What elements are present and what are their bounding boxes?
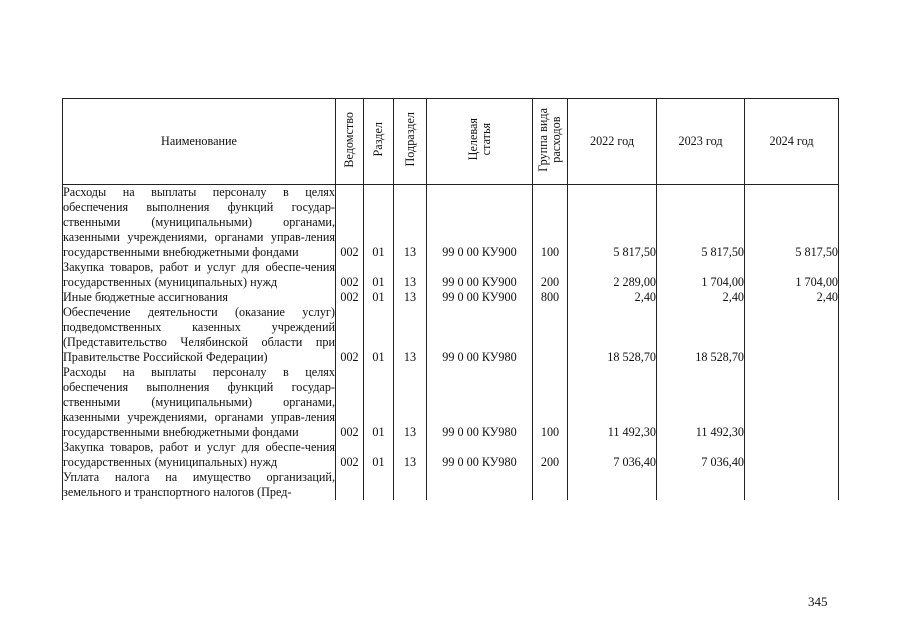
cell-y2023: 1 704,00 [657, 260, 745, 290]
cell-exp [533, 305, 568, 365]
table-row [63, 440, 839, 470]
cell-subsection: 13 [394, 185, 427, 261]
header-dept: Ведомство [336, 99, 364, 185]
cell-name: Иные бюджетные ассигнования [63, 290, 336, 305]
cell-target: 99 0 00 КУ980 [427, 365, 533, 440]
header-subsection: Подраздел [394, 99, 427, 185]
budget-table [62, 98, 839, 500]
cell-exp: 800 [533, 290, 568, 305]
table-row [63, 260, 839, 290]
cell-y2023: 18 528,70 [657, 305, 745, 365]
table-row [63, 305, 839, 365]
cell-y2024 [745, 470, 839, 500]
cell-target: 99 0 00 КУ900 [427, 260, 533, 290]
cell-y2023: 7 036,40 [657, 440, 745, 470]
cell-dept: 002 [336, 185, 364, 261]
cell-y2022 [568, 470, 657, 500]
cell-dept: 002 [336, 365, 364, 440]
cell-name: Обеспечение деятельности (оказание услуг) подведомственных казенных учреждений (Представительство Челябинской области при Правительстве Российской Федерации) [63, 305, 335, 364]
cell-subsection: 13 [394, 305, 427, 365]
table-row [63, 365, 839, 440]
cell-subsection: 13 [394, 260, 427, 290]
cell-target [427, 470, 533, 500]
header-name: Наименование [63, 99, 336, 185]
cell-y2023: 11 492,30 [657, 365, 745, 440]
cell-subsection: 13 [394, 290, 427, 305]
cell-y2024: 1 704,00 [745, 260, 839, 290]
cell-section: 01 [364, 185, 394, 261]
cell-y2022: 11 492,30 [568, 365, 657, 440]
cell-section: 01 [364, 260, 394, 290]
cell-y2024 [745, 440, 839, 470]
cell-section [364, 470, 394, 500]
cell-y2022: 2 289,00 [568, 260, 657, 290]
page-number: 345 [808, 594, 828, 609]
cell-section: 01 [364, 305, 394, 365]
table-row [63, 185, 839, 261]
header-2024: 2024 год [745, 99, 839, 185]
header-expense-group: Группа вида расходов [533, 99, 568, 185]
cell-y2024: 5 817,50 [745, 185, 839, 261]
cell-dept [336, 470, 364, 500]
cell-subsection: 13 [394, 440, 427, 470]
header-2022: 2022 год [568, 99, 657, 185]
cell-y2024: 2,40 [745, 290, 839, 305]
table-row [63, 470, 839, 500]
cell-section: 01 [364, 290, 394, 305]
cell-dept: 002 [336, 290, 364, 305]
cell-name: Закупка товаров, работ и услуг для обеспе-чения государственных (муниципальных) нужд [63, 440, 335, 469]
table-row [63, 290, 839, 305]
cell-exp: 100 [533, 365, 568, 440]
cell-name: Уплата налога на имущество организаций, земельного и транспортного налогов (Пред- [63, 470, 335, 499]
cell-exp: 200 [533, 440, 568, 470]
cell-dept: 002 [336, 260, 364, 290]
cell-y2022: 2,40 [568, 290, 657, 305]
cell-exp: 100 [533, 185, 568, 261]
cell-y2024 [745, 365, 839, 440]
cell-dept: 002 [336, 440, 364, 470]
cell-exp: 200 [533, 260, 568, 290]
cell-y2022: 5 817,50 [568, 185, 657, 261]
header-2023: 2023 год [657, 99, 745, 185]
cell-y2023: 2,40 [657, 290, 745, 305]
header-row [63, 99, 839, 185]
cell-target: 99 0 00 КУ980 [427, 440, 533, 470]
header-target: Целевая статья [427, 99, 533, 185]
cell-target: 99 0 00 КУ980 [427, 305, 533, 365]
cell-y2022: 18 528,70 [568, 305, 657, 365]
cell-y2022: 7 036,40 [568, 440, 657, 470]
cell-name: Расходы на выплаты персоналу в целях обеспечения выполнения функций государ-ственными (муниципальными) органами, казенными учреждениями, органами управ-ления государственными внебюджетными фондами [63, 365, 335, 439]
cell-y2024 [745, 305, 839, 365]
cell-target: 99 0 00 КУ900 [427, 185, 533, 261]
cell-y2023 [657, 470, 745, 500]
cell-section: 01 [364, 365, 394, 440]
cell-target: 99 0 00 КУ900 [427, 290, 533, 305]
cell-dept: 002 [336, 305, 364, 365]
cell-exp [533, 470, 568, 500]
cell-name: Закупка товаров, работ и услуг для обеспе-чения государственных (муниципальных) нужд [63, 260, 335, 289]
cell-y2023: 5 817,50 [657, 185, 745, 261]
cell-subsection: 13 [394, 365, 427, 440]
header-section: Раздел [364, 99, 394, 185]
cell-section: 01 [364, 440, 394, 470]
cell-subsection [394, 470, 427, 500]
cell-name: Расходы на выплаты персоналу в целях обеспечения выполнения функций государ-ственными (муниципальными) органами, казенными учреждениями, органами управ-ления государственными внебюджетными фондами [63, 185, 335, 259]
